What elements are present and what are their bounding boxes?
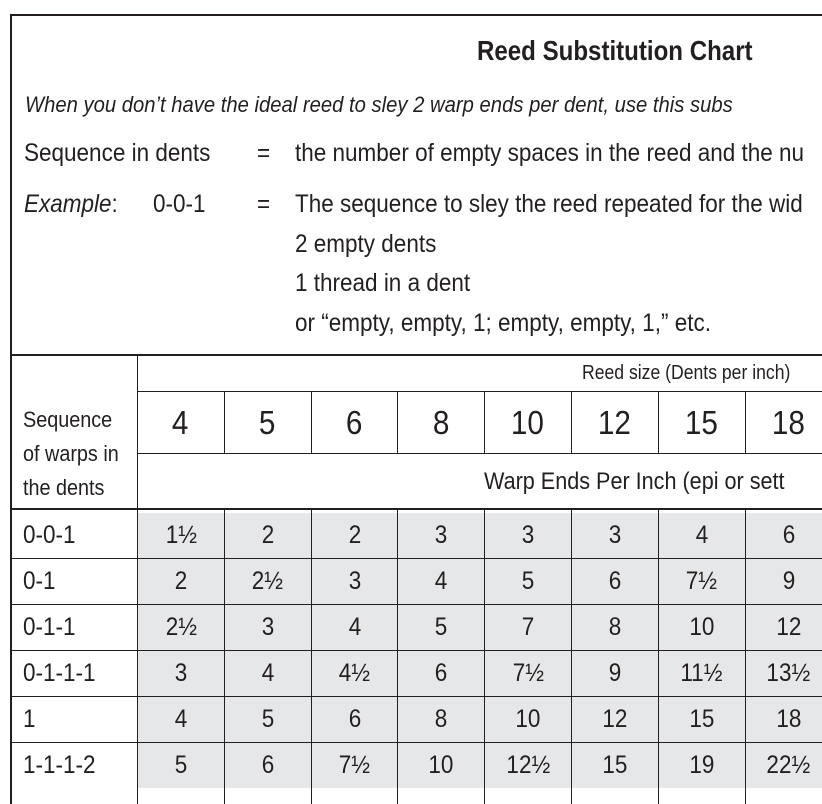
epi-value-cell-text: 3 <box>261 613 274 641</box>
reed-size-10 <box>484 392 571 453</box>
reed-size-6-text: 6 <box>345 403 363 441</box>
epi-value-cell <box>572 605 658 650</box>
reed-size-4 <box>137 392 224 453</box>
reed-size-column-rule <box>311 392 312 453</box>
epi-value-cell-text: 19 <box>689 751 715 779</box>
reed-size-4-text: 4 <box>172 403 189 441</box>
epi-value-cell <box>659 743 745 788</box>
epi-value-cell <box>398 559 484 604</box>
reed-size-12-text: 12 <box>597 403 631 441</box>
value-column-rule <box>311 508 312 804</box>
epi-value-cell <box>746 651 822 696</box>
row-sequence-label <box>23 512 133 558</box>
epi-value-cell-text: 13½ <box>766 659 811 687</box>
value-column-rule <box>224 508 225 804</box>
reed-size-top-rule <box>137 391 822 392</box>
chart-title: Reed Substitution Chart <box>477 35 753 66</box>
epi-value-cell <box>398 743 484 788</box>
row-sequence-label <box>23 604 133 650</box>
example-colon: : <box>111 190 118 218</box>
epi-value-cell <box>398 651 484 696</box>
sequence-header-line: of warps in <box>23 441 119 466</box>
epi-value-cell-text: 1½ <box>165 521 197 549</box>
epi-value-cell-text: 6 <box>348 705 361 733</box>
epi-value-cell <box>746 743 822 788</box>
epi-value-cell-text: 9 <box>782 567 795 595</box>
epi-value-cell <box>485 743 571 788</box>
epi-value-cell <box>572 697 658 742</box>
example-line-1: The sequence to sley the reed repeated for the wid <box>295 190 803 218</box>
epi-value-cell-text: 4 <box>435 567 448 595</box>
epi-value-cell-text: 18 <box>775 705 801 733</box>
epi-value-cell-text: 4 <box>695 521 708 549</box>
reed-size-5 <box>224 392 311 453</box>
row-sequence-label-text: 0-0-1 <box>23 520 76 549</box>
epi-value-cell-text: 12 <box>775 613 801 641</box>
section-divider <box>12 354 822 356</box>
epi-value-cell <box>659 513 745 558</box>
epi-value-cell <box>138 605 224 650</box>
epi-value-cell <box>572 651 658 696</box>
epi-value-cell <box>485 605 571 650</box>
epi-value-cell <box>225 697 311 742</box>
epi-value-cell <box>746 697 822 742</box>
epi-value-cell-text: 12½ <box>506 751 550 779</box>
epi-value-cell <box>138 559 224 604</box>
epi-value-cell-text: 15 <box>602 751 628 779</box>
reed-size-column-rule <box>484 392 485 453</box>
epi-value-cell-text: 2 <box>348 521 361 549</box>
epi-value-cell-text: 3 <box>174 659 188 687</box>
epi-value-cell-text: 3 <box>608 521 622 549</box>
row-sequence-label <box>23 558 133 604</box>
example-equals: = <box>257 190 271 218</box>
epi-value-cell <box>485 697 571 742</box>
intro-text: When you don’t have the ideal reed to sley 2 warp ends per dent, use this subs <box>25 92 733 117</box>
reed-size-5-text: 5 <box>258 403 276 441</box>
epi-value-cell <box>572 743 658 788</box>
epi-value-cell <box>398 513 484 558</box>
epi-value-cell-text: 4 <box>261 659 274 687</box>
epi-value-cell <box>659 605 745 650</box>
epi-value-cell-text: 2 <box>261 521 274 549</box>
epi-value-cell <box>225 651 311 696</box>
reed-size-6 <box>311 392 398 453</box>
epi-value-cell <box>225 513 311 558</box>
epi-value-cell <box>138 513 224 558</box>
row-sequence-label-text: 0-1-1-1 <box>23 658 96 687</box>
row-sequence-label <box>23 696 133 742</box>
epi-value-cell-text: 6 <box>782 521 795 549</box>
epi-value-cell <box>485 559 571 604</box>
epi-value-cell <box>138 651 224 696</box>
epi-value-cell-text: 8 <box>435 705 448 733</box>
reed-size-column-rule <box>658 392 659 453</box>
epi-value-cell <box>572 513 658 558</box>
row-divider <box>12 604 822 605</box>
epi-value-cell <box>312 513 398 558</box>
epi-value-cell-text: 10 <box>689 613 715 641</box>
reed-size-18-text: 18 <box>771 403 805 441</box>
row-divider <box>12 742 822 743</box>
epi-value-cell-text: 7½ <box>338 751 371 779</box>
epi-value-cell <box>312 651 398 696</box>
epi-value-cell-text: 4 <box>348 613 361 641</box>
row-sequence-label-text: 0-1 <box>23 566 56 595</box>
epi-value-cell <box>398 605 484 650</box>
epi-value-cell-text: 15 <box>689 705 715 733</box>
example-line-2: 2 empty dents <box>295 230 437 258</box>
reed-size-column-rule <box>224 392 225 453</box>
epi-value-cell <box>485 513 571 558</box>
epi-value-cell-text: 7½ <box>512 659 544 687</box>
reed-size-8-text: 8 <box>432 403 450 441</box>
epi-value-cell-text: 6 <box>261 751 274 779</box>
epi-value-cell-text: 4½ <box>338 659 371 687</box>
value-column-rule <box>484 508 485 804</box>
row-sequence-label <box>23 650 133 696</box>
epi-value-cell-text: 5 <box>261 705 274 733</box>
epi-value-cell <box>312 743 398 788</box>
epi-value-cell <box>659 651 745 696</box>
epi-value-cell-text: 7 <box>521 613 535 641</box>
epi-value-cell-text: 4 <box>174 705 188 733</box>
epi-value-cell <box>746 513 822 558</box>
value-column-rule <box>571 508 572 804</box>
epi-value-cell-text: 7½ <box>686 567 718 595</box>
epi-value-cell <box>312 697 398 742</box>
epi-value-cell-text: 3 <box>348 567 361 595</box>
epi-value-cell <box>746 605 822 650</box>
epi-value-cell <box>312 559 398 604</box>
row-sequence-label-text: 1 <box>23 704 36 733</box>
epi-value-cell <box>746 559 822 604</box>
reed-size-12 <box>571 392 658 453</box>
epi-value-cell <box>572 559 658 604</box>
definition-text: the number of empty spaces in the reed and the nu <box>295 139 805 167</box>
value-column-rule <box>658 508 659 804</box>
sequence-header <box>23 403 119 505</box>
epi-value-cell-text: 2½ <box>252 567 284 595</box>
example-label-group <box>24 190 118 219</box>
header-bottom-rule <box>12 508 822 510</box>
epi-value-cell-text: 6 <box>435 659 448 687</box>
epi-value-cell <box>398 697 484 742</box>
row-sequence-label-text: 1-1-1-2 <box>23 750 96 779</box>
row-sequence-label <box>23 742 133 788</box>
epi-value-cell <box>312 605 398 650</box>
row-divider <box>12 558 822 559</box>
reed-size-column-rule <box>397 392 398 453</box>
epi-value-cell-text: 2 <box>174 567 188 595</box>
epi-value-cell <box>225 559 311 604</box>
sequence-header-line: the dents <box>23 475 105 500</box>
epi-value-cell-text: 5 <box>174 751 188 779</box>
reed-size-15-text: 15 <box>684 403 718 441</box>
epi-value-cell <box>138 743 224 788</box>
example-value: 0-0-1 <box>153 190 206 218</box>
definition-term: Sequence in dents <box>24 139 211 167</box>
epi-value-cell <box>659 559 745 604</box>
reed-size-bottom-rule <box>137 453 822 454</box>
reed-size-column-rule <box>745 392 746 453</box>
epi-value-cell-text: 8 <box>608 613 622 641</box>
epi-value-cell-text: 9 <box>608 659 622 687</box>
epi-value-cell-text: 22½ <box>766 751 811 779</box>
epi-value-cell <box>225 605 311 650</box>
epi-value-cell-text: 10 <box>515 705 541 733</box>
epi-value-cell-text: 3 <box>521 521 535 549</box>
epi-value-cell <box>138 697 224 742</box>
row-divider <box>12 650 822 651</box>
value-column-rule <box>745 508 746 804</box>
epi-value-cell-text: 6 <box>608 567 622 595</box>
epi-value-cell-text: 3 <box>435 521 448 549</box>
example-label: Example <box>24 190 112 218</box>
sequence-header-line: Sequence <box>23 407 113 432</box>
epi-value-cell-text: 2½ <box>165 613 197 641</box>
example-line-4: or “empty, empty, 1; empty, empty, 1,” etc. <box>295 309 711 337</box>
row-divider <box>12 696 822 697</box>
reed-size-column-rule <box>571 392 572 453</box>
reed-size-label: Reed size (Dents per inch) <box>582 362 791 384</box>
value-column-rule <box>397 508 398 804</box>
epi-value-cell-text: 10 <box>428 751 454 779</box>
reed-size-15 <box>658 392 745 453</box>
epi-value-cell <box>659 697 745 742</box>
row-sequence-label-text: 0-1-1 <box>23 612 76 641</box>
epi-value-cell-text: 11½ <box>680 659 723 687</box>
reed-size-10-text: 10 <box>511 403 545 441</box>
reed-size-18 <box>745 392 822 453</box>
epi-value-cell <box>225 743 311 788</box>
epi-value-cell <box>485 651 571 696</box>
definition-equals: = <box>257 139 271 167</box>
sequence-column-rule <box>137 355 138 804</box>
epi-label: Warp Ends Per Inch (epi or sett <box>484 468 785 495</box>
epi-value-cell-text: 12 <box>602 705 628 733</box>
epi-value-cell-text: 5 <box>435 613 448 641</box>
epi-value-cell-text: 5 <box>521 567 535 595</box>
reed-size-8 <box>397 392 484 453</box>
example-line-3: 1 thread in a dent <box>295 269 471 297</box>
reed-chart-sheet <box>10 14 822 804</box>
